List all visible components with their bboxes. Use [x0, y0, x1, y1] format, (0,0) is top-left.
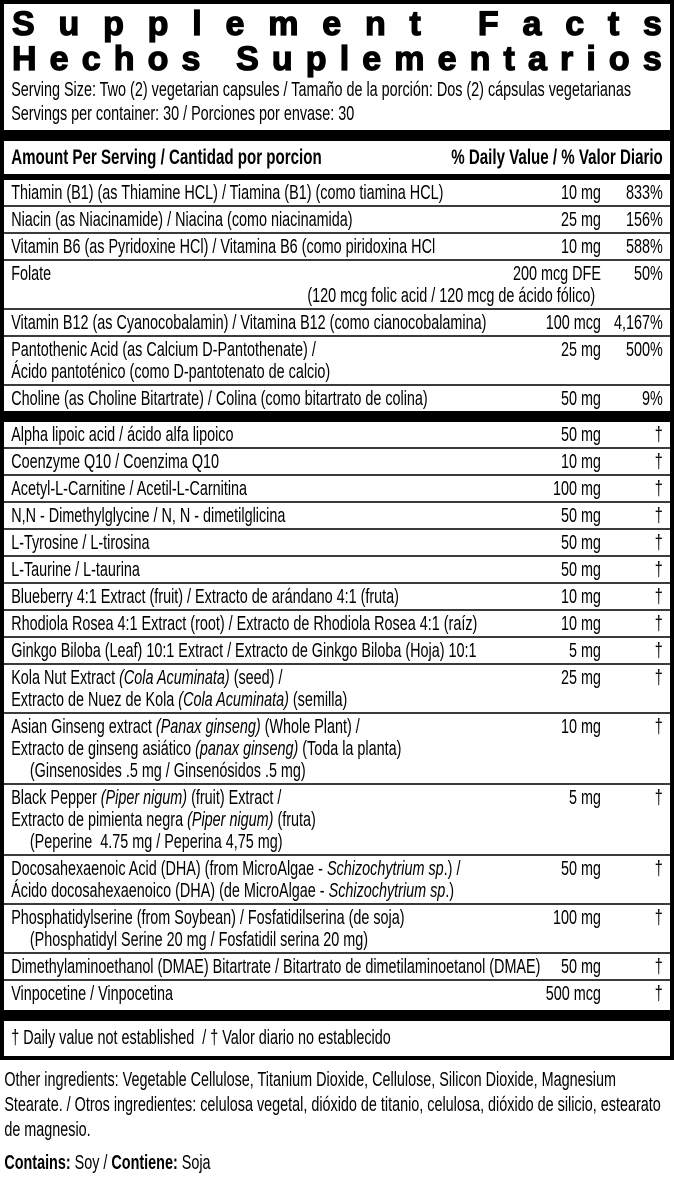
ingredient-amount: 500 mcg [545, 983, 601, 1005]
table-row [4, 557, 670, 584]
ingredient-subline: Extracto de Nuez de Kola (Cola Acuminata) (semilla) [11, 689, 348, 711]
ingredient-amount: 10 mg [560, 236, 601, 258]
table-row [4, 386, 670, 422]
servings-per-container-line: Servings per container: 30 / Porciones por envase: 30 [11, 103, 355, 125]
ingredient-amount: 50 mg [560, 388, 601, 410]
table-row [4, 584, 670, 611]
table-row [4, 714, 670, 785]
ingredient-daily-value: † [654, 451, 663, 473]
other-ingredients-text: Other ingredients: Vegetable Cellulose, Titanium Dioxide, Cellulose, Silicon Dioxide, Magnesium Stearate. / Otros ingredientes: celulosa vegetal, dióxido de titanio, celulosa, dióxido de silicio, estearato de magnesio. [4, 1069, 661, 1141]
ingredient-daily-value: 9% [641, 388, 663, 410]
ingredients-table [4, 180, 670, 1006]
ingredient-subline: Extracto de ginseng asiático (panax ginseng) (Toda la planta) [11, 738, 402, 760]
ingredient-amount: 100 mg [552, 478, 601, 500]
ingredient-name: Ginkgo Biloba (Leaf) 10:1 Extract / Extracto de Ginkgo Biloba (Hoja) 10:1 [11, 640, 477, 662]
ingredient-amount: 10 mg [560, 451, 601, 473]
ingredient-daily-value: † [654, 667, 663, 689]
ingredient-daily-value: 588% [625, 236, 663, 258]
ingredient-daily-value: † [654, 424, 663, 446]
ingredient-amount: 50 mg [560, 559, 601, 581]
ingredient-name: Vitamin B6 (as Pyridoxine HCl) / Vitamina B6 (como piridoxina HCl [11, 236, 436, 258]
table-row [4, 476, 670, 503]
ingredient-amount: 50 mg [560, 532, 601, 554]
ingredient-name: Choline (as Choline Bitartrate) / Colina (como bitartrato de colina) [11, 388, 428, 410]
ingredient-daily-value: 156% [625, 209, 663, 231]
ingredient-amount: 100 mg [552, 907, 601, 929]
ingredient-subline: (Phosphatidyl Serine 20 mg / Fosfatidil serina 20 mg) [29, 929, 369, 951]
ingredient-daily-value: † [654, 983, 663, 1005]
below-panel-section [0, 1068, 674, 1182]
ingredient-amount: 50 mg [560, 424, 601, 446]
ingredient-daily-value: 500% [625, 339, 663, 361]
ingredient-name: Black Pepper (Piper nigum) (fruit) Extract / [11, 787, 282, 809]
ingredient-daily-value: † [654, 956, 663, 978]
ingredient-daily-value: † [654, 640, 663, 662]
table-row [4, 638, 670, 665]
ingredient-daily-value: † [654, 716, 663, 738]
contains-statement: Contains: Soy / Contiene: Soja [4, 1152, 211, 1174]
ingredient-daily-value: † [654, 586, 663, 608]
ingredient-name: Niacin (as Niacinamide) / Niacina (como niacinamida) [11, 209, 353, 231]
ingredient-daily-value: 4,167% [613, 312, 663, 334]
table-row [4, 180, 670, 207]
table-row [4, 337, 670, 386]
amount-per-serving-header: Amount Per Serving / Cantidad por porcion [11, 146, 322, 169]
ingredient-name: Phosphatidylserine (from Soybean) / Fosfatidilserina (de soja) [11, 907, 405, 929]
table-row [4, 665, 670, 714]
serving-size-line: Serving Size: Two (2) vegetarian capsules / Tamaño de la porción: Dos (2) cápsulas vegetarianas [11, 79, 632, 101]
table-row [4, 954, 670, 981]
table-row [4, 207, 670, 234]
ingredient-daily-value: 50% [633, 263, 663, 285]
ingredient-daily-value: † [654, 613, 663, 635]
table-row [4, 905, 670, 954]
table-row [4, 785, 670, 856]
ingredient-daily-value: † [654, 478, 663, 500]
ingredient-name: Rhodiola Rosea 4:1 Extract (root) / Extracto de Rhodiola Rosea 4:1 (raíz) [11, 613, 478, 635]
ingredient-subline: Ácido docosahexaenoico (DHA) (de MicroAlgae - Schizochytrium sp.) [11, 880, 455, 902]
ingredient-name: Vitamin B12 (as Cyanocobalamin) / Vitamina B12 (como cianocobalamina) [11, 312, 487, 334]
ingredient-name: Dimethylaminoethanol (DMAE) Bitartrate / Bitartrato de dimetilaminoetanol (DMAE) [11, 956, 541, 978]
ingredient-amount: 10 mg [560, 586, 601, 608]
ingredient-name: L-Tyrosine / L-tirosina [11, 532, 150, 554]
table-row [4, 981, 670, 1006]
ingredient-daily-value: † [654, 505, 663, 527]
table-row [4, 611, 670, 638]
ingredient-name: Acetyl-L-Carnitine / Acetil-L-Carnitina [11, 478, 248, 500]
panel-title-english: S u p p l e m e n t F a c t s [12, 5, 662, 43]
table-row [4, 234, 670, 261]
ingredient-amount: 25 mg [560, 339, 601, 361]
ingredient-daily-value: † [654, 858, 663, 880]
ingredient-amount: 5 mg [568, 787, 601, 809]
ingredient-name: Alpha lipoic acid / ácido alfa lipoico [11, 424, 234, 446]
panel-body [4, 78, 670, 1054]
ingredient-subline: (120 mcg folic acid / 120 mcg de ácido fólico) [307, 285, 596, 307]
ingredient-name: N,N - Dimethylglycine / N, N - dimetilglicina [11, 505, 286, 527]
ingredient-daily-value: 833% [625, 182, 663, 204]
ingredient-amount: 5 mg [568, 640, 601, 662]
table-row [4, 530, 670, 557]
ingredient-amount: 10 mg [560, 716, 601, 738]
ingredient-name: Vinpocetine / Vinpocetina [11, 983, 174, 1005]
column-header-row [4, 143, 670, 172]
ingredient-subline: (Peperine 4.75 mg / Peperina 4,75 mg) [29, 831, 283, 853]
ingredient-amount: 50 mg [560, 505, 601, 527]
ingredient-subline: (Ginsenosides .5 mg / Ginsenósidos .5 mg) [29, 760, 306, 782]
ingredient-name: Thiamin (B1) (as Thiamine HCL) / Tiamina (B1) (como tiamina HCL) [11, 182, 444, 204]
table-row [4, 449, 670, 476]
ingredient-amount: 50 mg [560, 956, 601, 978]
ingredient-name: Folate [11, 263, 52, 285]
separator-bar-thick-top [4, 130, 670, 141]
table-row [4, 856, 670, 905]
ingredient-amount: 25 mg [560, 209, 601, 231]
ingredient-daily-value: † [654, 532, 663, 554]
table-row [4, 310, 670, 337]
ingredient-subline: Ácido pantoténico (como D-pantotenato de calcio) [11, 361, 331, 383]
ingredient-daily-value: † [654, 787, 663, 809]
panel-titles [4, 4, 670, 78]
ingredient-amount: 200 mcg DFE [513, 263, 601, 285]
ingredient-name: L-Taurine / L-taurina [11, 559, 140, 581]
below-panel-body [0, 1068, 666, 1182]
ingredient-subline: Extracto de pimienta negra (Piper nigum) (fruta) [11, 809, 316, 831]
table-row [4, 503, 670, 530]
daily-value-header: % Daily Value / % Valor Diario [451, 146, 663, 169]
ingredient-name: Pantothenic Acid (as Calcium D-Pantothenate) / [11, 339, 316, 361]
footnote-daily-value: † Daily value not established / † Valor diario no establecido [11, 1027, 391, 1049]
ingredient-amount: 100 mcg [545, 312, 601, 334]
ingredient-amount: 25 mg [560, 667, 601, 689]
panel-title-spanish: H e c h o s S u p l e m e n t a r i o s [12, 40, 662, 78]
separator-bar-thick-bottom [4, 1010, 670, 1021]
ingredient-amount: 10 mg [560, 613, 601, 635]
table-row [4, 261, 670, 310]
ingredient-daily-value: † [654, 907, 663, 929]
ingredient-name: Blueberry 4:1 Extract (fruit) / Extracto de arándano 4:1 (fruta) [11, 586, 399, 608]
ingredient-name: Asian Ginseng extract (Panax ginseng) (Whole Plant) / [11, 716, 360, 738]
ingredient-name: Docosahexaenoic Acid (DHA) (from MicroAlgae - Schizochytrium sp.) / [11, 858, 461, 880]
ingredient-amount: 10 mg [560, 182, 601, 204]
ingredient-amount: 50 mg [560, 858, 601, 880]
ingredient-name: Kola Nut Extract (Cola Acuminata) (seed) / [11, 667, 283, 689]
table-row [4, 422, 670, 449]
ingredient-name: Coenzyme Q10 / Coenzima Q10 [11, 451, 220, 473]
ingredient-daily-value: † [654, 559, 663, 581]
